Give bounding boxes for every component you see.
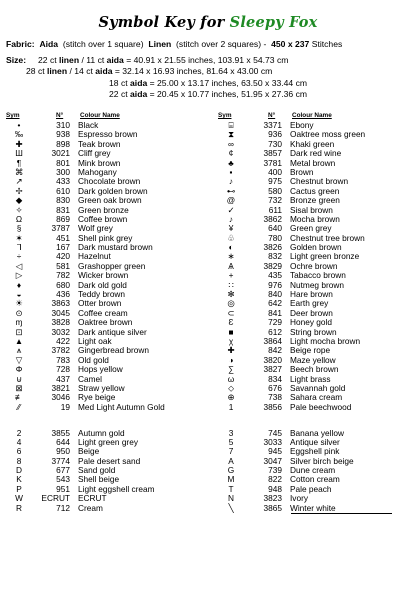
colour-name: Hare brown — [290, 289, 333, 300]
colour-name: Pale peach — [290, 483, 332, 494]
symbol-glyph: ‰ — [14, 129, 24, 140]
size-rest: = 20.45 x 10.77 inches, 51.95 x 27.36 cm — [147, 89, 308, 99]
colour-name: Green grey — [290, 223, 332, 234]
colour-name: Ivory — [290, 493, 308, 504]
dmc-number: 3857 — [263, 148, 282, 159]
symbol-glyph: 2 — [16, 427, 22, 438]
colour-name: Teddy brown — [78, 289, 126, 300]
symbol-glyph: ✓ — [227, 204, 235, 215]
colour-name: Mocha brown — [290, 213, 340, 224]
symbol-glyph: G — [227, 465, 235, 476]
colour-name: Otter brown — [78, 298, 122, 309]
symbol-glyph: ■ — [228, 326, 234, 337]
colour-name: Eggshell pink — [290, 446, 340, 457]
dmc-number: 3823 — [263, 493, 282, 504]
dmc-number: 936 — [268, 129, 282, 140]
dmc-number: 738 — [268, 392, 282, 403]
symbol-glyph: 1 — [228, 401, 234, 412]
dmc-number: 451 — [56, 232, 70, 243]
size-bold2: aida — [95, 66, 113, 76]
dmc-number: 610 — [56, 185, 70, 196]
colour-name: Shell pink grey — [78, 232, 133, 243]
dmc-number: 869 — [56, 213, 70, 224]
colour-name: Sisal brown — [290, 204, 333, 215]
colour-name: Autumn gold — [78, 427, 125, 438]
dmc-number: 420 — [56, 251, 70, 262]
symbol-glyph: ⊍ — [15, 373, 23, 384]
symbol-glyph: Φ — [15, 364, 23, 375]
symbol-glyph: ∑ — [228, 364, 234, 375]
colour-name: Teak brown — [78, 138, 121, 149]
dmc-number: 822 — [268, 474, 282, 485]
dmc-number: 782 — [56, 270, 70, 281]
size-mid: / 11 ct — [79, 55, 107, 65]
symbol-glyph: ▲ — [14, 335, 24, 346]
dmc-number: 3856 — [263, 401, 282, 412]
symbol-glyph: § — [16, 223, 22, 234]
symbol-glyph: ◆ — [15, 195, 23, 206]
colour-name: Green bronze — [78, 204, 129, 215]
symbol-glyph: R — [16, 502, 22, 513]
colour-name: Espresso brown — [78, 129, 138, 140]
colour-name: Banana yellow — [290, 427, 344, 438]
colour-name: Beige — [78, 446, 100, 457]
right-header-colour: Colour Name — [292, 112, 332, 119]
symbol-glyph: ✢ — [15, 185, 23, 196]
dmc-number: 729 — [268, 317, 282, 328]
symbol-glyph: ◒ — [16, 289, 22, 300]
list-end-divider — [291, 513, 392, 514]
dmc-number: 3047 — [263, 455, 282, 466]
dmc-number: 433 — [56, 176, 70, 187]
symbol-glyph: ◐ — [228, 242, 234, 253]
symbol-glyph: ◑ — [228, 354, 234, 365]
symbol-glyph: W — [15, 493, 23, 504]
symbol-glyph: ▪ — [229, 166, 233, 177]
colour-name: Med Light Autumn Gold — [78, 401, 165, 412]
dmc-number: 400 — [268, 166, 282, 177]
symbol-glyph: ╲ — [228, 502, 234, 513]
dmc-number: 676 — [268, 382, 282, 393]
colour-name: Cliff grey — [78, 148, 111, 159]
dmc-number: 831 — [56, 204, 70, 215]
dmc-number: 612 — [268, 326, 282, 337]
colour-name: Hops yellow — [78, 364, 123, 375]
dmc-number: 801 — [56, 157, 70, 168]
dmc-number: 3787 — [51, 223, 70, 234]
symbol-glyph: • — [17, 120, 21, 130]
dmc-number: 642 — [268, 298, 282, 309]
size-mid: / 14 ct — [67, 66, 96, 76]
symbol-glyph: 6 — [16, 446, 22, 457]
colour-name: String brown — [290, 326, 337, 337]
symbol-glyph: M — [227, 474, 235, 485]
symbol-glyph: ◎ — [227, 298, 235, 309]
left-header-num: N° — [56, 112, 64, 119]
symbol-glyph: ∷ — [228, 279, 234, 290]
symbol-glyph: ⁄⁄ — [17, 401, 21, 412]
symbol-glyph: ω — [227, 373, 235, 384]
colour-name: Brown — [290, 166, 314, 177]
colour-name: Green oak brown — [78, 195, 142, 206]
right-header-num: N° — [268, 112, 276, 119]
dmc-number: 543 — [56, 474, 70, 485]
dmc-number: 677 — [56, 465, 70, 476]
dmc-number: 712 — [56, 502, 70, 513]
colour-name: Winter white — [290, 502, 336, 513]
colour-name: Earth grey — [290, 298, 329, 309]
symbol-glyph: ¥ — [228, 223, 234, 234]
colour-name: Tabacco brown — [290, 270, 346, 281]
dmc-number: 3855 — [51, 427, 70, 438]
symbol-glyph: + — [228, 270, 234, 281]
size-rest: = 40.91 x 21.55 inches, 103.91 x 54.73 cm — [123, 55, 289, 65]
symbol-glyph: 3 — [228, 427, 234, 438]
symbol-glyph: 8 — [16, 455, 22, 466]
fabric-label: Fabric: — [6, 39, 35, 49]
dmc-number: 437 — [56, 373, 70, 384]
dmc-number: 611 — [268, 204, 282, 215]
right-header-sym: Sym — [218, 112, 232, 119]
colour-name: Cotton cream — [290, 474, 340, 485]
colour-name: Oaktree brown — [78, 317, 133, 328]
dmc-number: 422 — [56, 335, 70, 346]
dmc-number: 436 — [56, 289, 70, 300]
dmc-number: 728 — [56, 364, 70, 375]
dmc-number: 3774 — [51, 455, 70, 466]
size-lead: 22 ct — [38, 55, 60, 65]
colour-name: Dune cream — [290, 465, 336, 476]
colour-name: Beech brown — [290, 364, 339, 375]
size-rest: = 32.14 x 16.93 inches, 81.64 x 43.00 cm — [112, 66, 273, 76]
dmc-number: 167 — [56, 242, 70, 253]
symbol-glyph: ⧗ — [228, 129, 234, 140]
colour-name: Rye beige — [78, 392, 116, 403]
colour-name: Cream — [78, 502, 103, 513]
symbol-glyph: ⊙ — [15, 307, 23, 318]
dmc-number: 3865 — [263, 502, 282, 513]
colour-name: Pale beechwood — [290, 401, 352, 412]
size-rest: = 25.00 x 13.17 inches, 63.50 x 33.44 cm — [147, 78, 308, 88]
symbol-glyph: ⊂ — [227, 307, 235, 318]
symbol-glyph: 4 — [16, 436, 22, 447]
colour-name: Light green bronze — [290, 251, 360, 262]
dmc-number: 3032 — [51, 326, 70, 337]
size-lead: 18 ct — [109, 78, 131, 88]
size-line-text — [38, 55, 288, 65]
dmc-number: 840 — [268, 289, 282, 300]
symbol-glyph: ▷ — [15, 270, 23, 281]
colour-name: Light brass — [290, 373, 331, 384]
size-lead: 28 ct — [26, 66, 48, 76]
fabric-linen-note: (stitch over 2 squares) - — [176, 39, 267, 49]
symbol-glyph: ♦ — [16, 279, 22, 290]
dmc-number: 976 — [268, 279, 282, 290]
size-bold2: aida — [130, 89, 148, 99]
symbol-glyph: T — [228, 483, 234, 494]
symbol-glyph: 7 — [228, 446, 234, 457]
colour-name: Light mocha brown — [290, 335, 361, 346]
symbol-glyph: ⌘ — [14, 166, 24, 177]
colour-name: Wicker brown — [78, 270, 129, 281]
symbol-glyph: ♪ — [228, 213, 234, 224]
dmc-number: 975 — [268, 176, 282, 187]
symbol-glyph: Ѧ — [228, 260, 234, 271]
colour-name: Dark red wine — [290, 148, 342, 159]
symbol-glyph: D — [16, 465, 22, 476]
size-label: Size: — [6, 55, 27, 65]
colour-name: Light green grey — [78, 436, 138, 447]
symbol-glyph: A — [228, 455, 234, 466]
size-bold2: aida — [106, 55, 124, 65]
symbol-glyph: ✻ — [227, 289, 235, 300]
dmc-number: 3828 — [51, 317, 70, 328]
colour-name: Old gold — [78, 354, 109, 365]
left-header-sym: Sym — [6, 112, 20, 119]
dmc-number: 3827 — [263, 364, 282, 375]
colour-name: Coffee brown — [78, 213, 128, 224]
dmc-number: 3862 — [263, 213, 282, 224]
dmc-number: 3820 — [263, 354, 282, 365]
dmc-number: 640 — [268, 223, 282, 234]
size-lead: 22 ct — [109, 89, 131, 99]
dmc-number: 780 — [268, 232, 282, 243]
symbol-glyph: ¢ — [228, 148, 234, 159]
dmc-number: 580 — [268, 185, 282, 196]
dmc-number: 3829 — [263, 260, 282, 271]
symbol-glyph: ✧ — [15, 204, 23, 215]
fabric-line — [6, 39, 342, 49]
dmc-number: 732 — [268, 195, 282, 206]
fabric-linen-label: Linen — [148, 39, 172, 49]
colour-name: ECRUT — [78, 493, 107, 504]
colour-name: Beige rope — [290, 345, 331, 356]
colour-name: Metal brown — [290, 157, 336, 168]
dmc-number: 19 — [60, 401, 70, 412]
dmc-number: 950 — [56, 446, 70, 457]
symbol-glyph: K — [16, 474, 22, 485]
colour-name: Deer brown — [290, 307, 333, 318]
dmc-number: 841 — [268, 307, 282, 318]
symbol-glyph: ⩚ — [16, 345, 22, 356]
colour-name: Dark mustard brown — [78, 242, 153, 253]
colour-name: Black — [78, 120, 99, 130]
colour-name: Antique silver — [290, 436, 340, 447]
symbol-glyph: Ɛ — [228, 317, 234, 328]
symbol-glyph: ¶ — [16, 157, 22, 168]
left-header-colour: Colour Name — [80, 112, 120, 119]
colour-name: Mahogany — [78, 166, 117, 177]
colour-name: Chestnut brown — [290, 176, 349, 187]
page-title — [0, 14, 416, 31]
symbol-glyph: ☀ — [15, 298, 23, 309]
colour-name: Savannah gold — [290, 382, 346, 393]
symbol-glyph: ⬦ — [228, 382, 234, 393]
size-bold2: aida — [130, 78, 148, 88]
size-line — [6, 55, 289, 65]
colour-name: Hazelnut — [78, 251, 111, 262]
colour-name: Khaki green — [290, 138, 335, 149]
dmc-number: 898 — [56, 138, 70, 149]
dmc-number: 3033 — [263, 436, 282, 447]
colour-name: Mink brown — [78, 157, 121, 168]
symbol-glyph: ⊠ — [15, 382, 23, 393]
colour-name: Maze yellow — [290, 354, 336, 365]
symbol-glyph: ◁ — [15, 260, 23, 271]
dmc-number: 945 — [268, 446, 282, 457]
colour-name: Straw yellow — [78, 382, 125, 393]
dmc-number: ECRUT — [41, 493, 70, 504]
symbol-glyph: N — [228, 493, 234, 504]
colour-name: Dark old gold — [78, 279, 127, 290]
colour-name: Chestnut tree brown — [290, 232, 365, 243]
colour-name: Nutmeg brown — [290, 279, 344, 290]
dmc-number: 3046 — [51, 392, 70, 403]
title-pattern-name: Sleepy Fox — [229, 14, 318, 31]
symbol-glyph: ✚ — [15, 138, 23, 149]
dmc-number: 644 — [56, 436, 70, 447]
dmc-number: 3021 — [51, 148, 70, 159]
dmc-number: 581 — [56, 260, 70, 271]
size-bold1: linen — [47, 66, 68, 76]
colour-name: Gingerbread brown — [78, 345, 150, 356]
symbol-glyph: ✶ — [15, 232, 23, 243]
dmc-number: 951 — [56, 483, 70, 494]
symbol-glyph: ⊡ — [15, 326, 23, 337]
dmc-number: 739 — [268, 465, 282, 476]
colour-name: Pale desert sand — [78, 455, 141, 466]
colour-name: Sahara cream — [290, 392, 343, 403]
dmc-number: 3826 — [263, 242, 282, 253]
colour-name: Camel — [78, 373, 102, 384]
symbol-glyph: ∞ — [228, 138, 234, 149]
symbol-glyph: ᒣ — [16, 242, 22, 253]
dmc-number: 948 — [268, 483, 282, 494]
dmc-number: 3863 — [51, 298, 70, 309]
dmc-number: 832 — [268, 251, 282, 262]
colour-name: Light eggshell cream — [78, 483, 155, 494]
colour-name: Dark antique silver — [78, 326, 147, 337]
symbol-glyph: 5 — [228, 436, 234, 447]
colour-name: Shell beige — [78, 474, 120, 485]
dmc-number: 3864 — [263, 335, 282, 346]
dmc-number: 745 — [268, 427, 282, 438]
symbol-glyph: Ω — [15, 213, 23, 224]
size-bold1: linen — [59, 55, 80, 65]
symbol-glyph: ♪ — [228, 176, 234, 187]
dmc-number: 3782 — [51, 345, 70, 356]
dmc-number: 3821 — [51, 382, 70, 393]
symbol-glyph: χ — [228, 335, 234, 346]
symbol-glyph: ≢ — [14, 392, 24, 403]
symbol-glyph: ∗ — [227, 251, 235, 262]
size-line-text — [109, 89, 307, 99]
colour-name: Coffee cream — [78, 307, 128, 318]
colour-name: Ochre brown — [290, 260, 338, 271]
colour-name: Light oak — [78, 335, 112, 346]
fabric-aida-note: (stitch over 1 square) — [62, 39, 144, 49]
colour-name: Silver birch beige — [290, 455, 354, 466]
colour-name: Wolf grey — [78, 223, 113, 234]
colour-name: Sand gold — [78, 465, 116, 476]
colour-name: Grashopper green — [78, 260, 146, 271]
dmc-number: 783 — [56, 354, 70, 365]
dmc-number: 3781 — [263, 157, 282, 168]
symbol-glyph: ♧ — [227, 232, 235, 243]
symbol-glyph: ⌸ — [228, 120, 234, 130]
colour-name: Bronze green — [290, 195, 340, 206]
colour-name: Dark golden brown — [78, 185, 148, 196]
stitch-count-suffix: Stitches — [311, 39, 343, 49]
dmc-number: 3371 — [263, 120, 282, 130]
dmc-number: 300 — [56, 166, 70, 177]
dmc-number: 3045 — [51, 307, 70, 318]
size-line-text — [109, 78, 307, 88]
dmc-number: 435 — [268, 270, 282, 281]
symbol-glyph: ↗ — [15, 176, 23, 187]
size-line-text — [26, 66, 272, 76]
colour-name: Chocolate brown — [78, 176, 141, 187]
dmc-number: 310 — [56, 120, 70, 130]
symbol-glyph: @ — [226, 195, 236, 206]
symbol-glyph: ⊕ — [227, 392, 235, 403]
title-prefix: Symbol Key for — [98, 14, 230, 31]
dmc-number: 938 — [56, 129, 70, 140]
symbol-glyph: ÷ — [16, 251, 22, 262]
dmc-number: 830 — [56, 195, 70, 206]
symbol-glyph: ✚ — [227, 345, 235, 356]
colour-name: Ebony — [290, 120, 314, 130]
colour-name: Golden brown — [290, 242, 342, 253]
dmc-number: 680 — [56, 279, 70, 290]
symbol-glyph: P — [16, 483, 22, 494]
colour-name: Honey gold — [290, 317, 332, 328]
colour-name: Oaktree moss green — [290, 129, 366, 140]
symbol-glyph: ⊷ — [226, 185, 236, 196]
fabric-aida-label: Aida — [39, 39, 59, 49]
dmc-number: 730 — [268, 138, 282, 149]
colour-name: Cactus green — [290, 185, 340, 196]
stitch-count: 450 x 237 — [271, 39, 310, 49]
dmc-number: 834 — [268, 373, 282, 384]
dmc-number: 842 — [268, 345, 282, 356]
symbol-glyph: Ш — [15, 148, 23, 159]
symbol-glyph: ɱ — [15, 317, 23, 328]
symbol-glyph: ♣ — [228, 157, 234, 168]
symbol-glyph: ▽ — [15, 354, 23, 365]
